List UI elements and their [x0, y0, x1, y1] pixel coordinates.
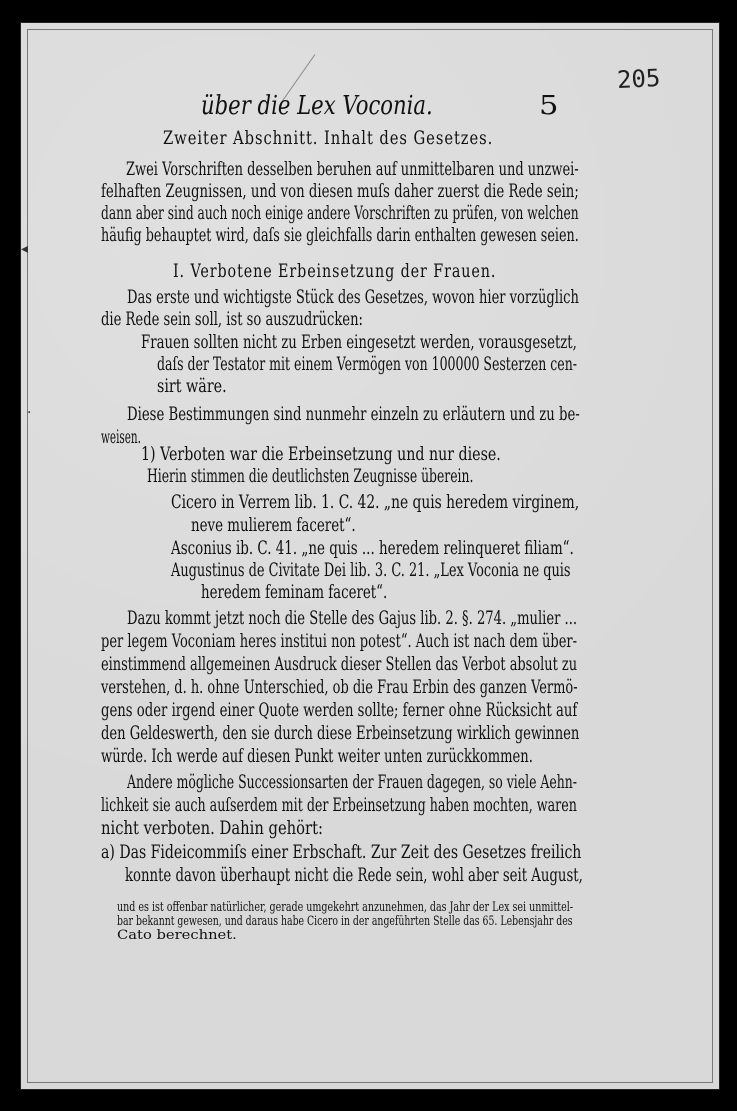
body-line: häufig behauptet wird, daſs sie gleichfalls darin enthalten gewesen seien.: [101, 224, 579, 246]
indented-line: sirt wäre.: [157, 375, 227, 397]
body-line: nicht verboten. Dahin gehört:: [101, 817, 323, 839]
body-line: den Geldeswerth, den sie durch diese Erbeinsetzung wirklich gewinnen: [101, 722, 580, 744]
citation-line: neve mulierem faceret“.: [191, 514, 356, 536]
body-line: weisen.: [101, 426, 141, 448]
body-line: Diese Bestimmungen sind nunmehr einzeln zu erläutern und zu be-: [127, 403, 580, 425]
margin-arrow-icon: ◂: [21, 241, 29, 257]
page-number: 5: [539, 91, 559, 121]
indented-line: Frauen sollten nicht zu Erben eingesetzt werden, vorausgesetzt,: [141, 331, 577, 353]
body-line: lichkeit sie auch auſserdem mit der Erbeinsetzung haben mochten, waren: [101, 794, 577, 816]
footnote-line: Cato berechnet.: [117, 928, 237, 943]
body-line: Hierin stimmen die deutlichsten Zeugnisse überein.: [147, 465, 474, 487]
margin-dot-icon: ·: [27, 405, 32, 421]
section-heading: Zweiter Abschnitt. Inhalt des Gesetzes.: [163, 127, 494, 149]
body-line: per legem Voconiam heres institui non potest“. Auch ist nach dem über-: [101, 630, 578, 652]
body-line: Das erste und wichtigste Stück des Gesetzes, wovon hier vorzüglich: [127, 286, 579, 308]
citation-line: Cicero in Verrem lib. 1. C. 42. „ne quis heredem virginem,: [171, 491, 580, 513]
body-line: gens oder irgend einer Quote werden sollte; ferner ohne Rücksicht auf: [101, 699, 578, 721]
body-line: Dazu kommt jetzt noch die Stelle des Gajus lib. 2. §. 274. „mulier ...: [127, 607, 578, 629]
citation-line: heredem feminam faceret“.: [201, 581, 388, 603]
body-line: Andere mögliche Successionsarten der Frauen dagegen, so viele Aehn-: [127, 771, 577, 793]
footnote-line: bar bekannt gewesen, und daraus habe Cicero in der angeführten Stelle das 65. Lebensjahr des: [117, 914, 573, 929]
footnote-line: und es ist offenbar natürlicher, gerade umgekehrt anzunehmen, das Jahr der Lex sei unmittel-: [117, 900, 574, 915]
numbered-item: 1) Verboten war die Erbeinsetzung und nur diese.: [141, 443, 501, 465]
citation-line: Asconius ib. C. 41. „ne quis ... heredem relinqueret filiam“.: [171, 537, 574, 559]
folio-number: 205: [616, 63, 662, 95]
body-line: die Rede sein soll, ist so auszudrücken:: [101, 308, 363, 330]
body-line: einstimmend allgemeinen Ausdruck dieser Stellen das Verbot absolut zu: [101, 653, 578, 675]
scanned-page: [20, 22, 720, 1090]
citation-line: Augustinus de Civitate Dei lib. 3. C. 21. „Lex Voconia ne quis: [171, 559, 571, 581]
list-item: konnte davon überhaupt nicht die Rede sein, wohl aber seit August,: [125, 864, 583, 886]
indented-line: daſs der Testator mit einem Vermögen von 100000 Sesterzen cen-: [157, 353, 577, 375]
body-line: felhaften Zeugnissen, und von diesen muſs daher zuerst die Rede sein;: [101, 180, 579, 202]
list-item: a) Das Fideicommiſs einer Erbschaft. Zur Zeit des Gesetzes freilich: [101, 841, 582, 863]
subsection-heading: I. Verbotene Erbeinsetzung der Frauen.: [173, 260, 497, 282]
body-line: dann aber sind auch noch einige andere Vorschriften zu prüfen, von welchen: [101, 202, 579, 224]
running-title: über die Lex Voconia.: [201, 91, 433, 121]
body-line: würde. Ich werde auf diesen Punkt weiter unten zurückkommen.: [101, 745, 533, 767]
body-line: verstehen, d. h. ohne Unterschied, ob die Frau Erbin des ganzen Vermö-: [101, 676, 578, 698]
body-line: Zwei Vorschriften desselben beruhen auf unmittelbaren und unzwei-: [126, 158, 579, 180]
